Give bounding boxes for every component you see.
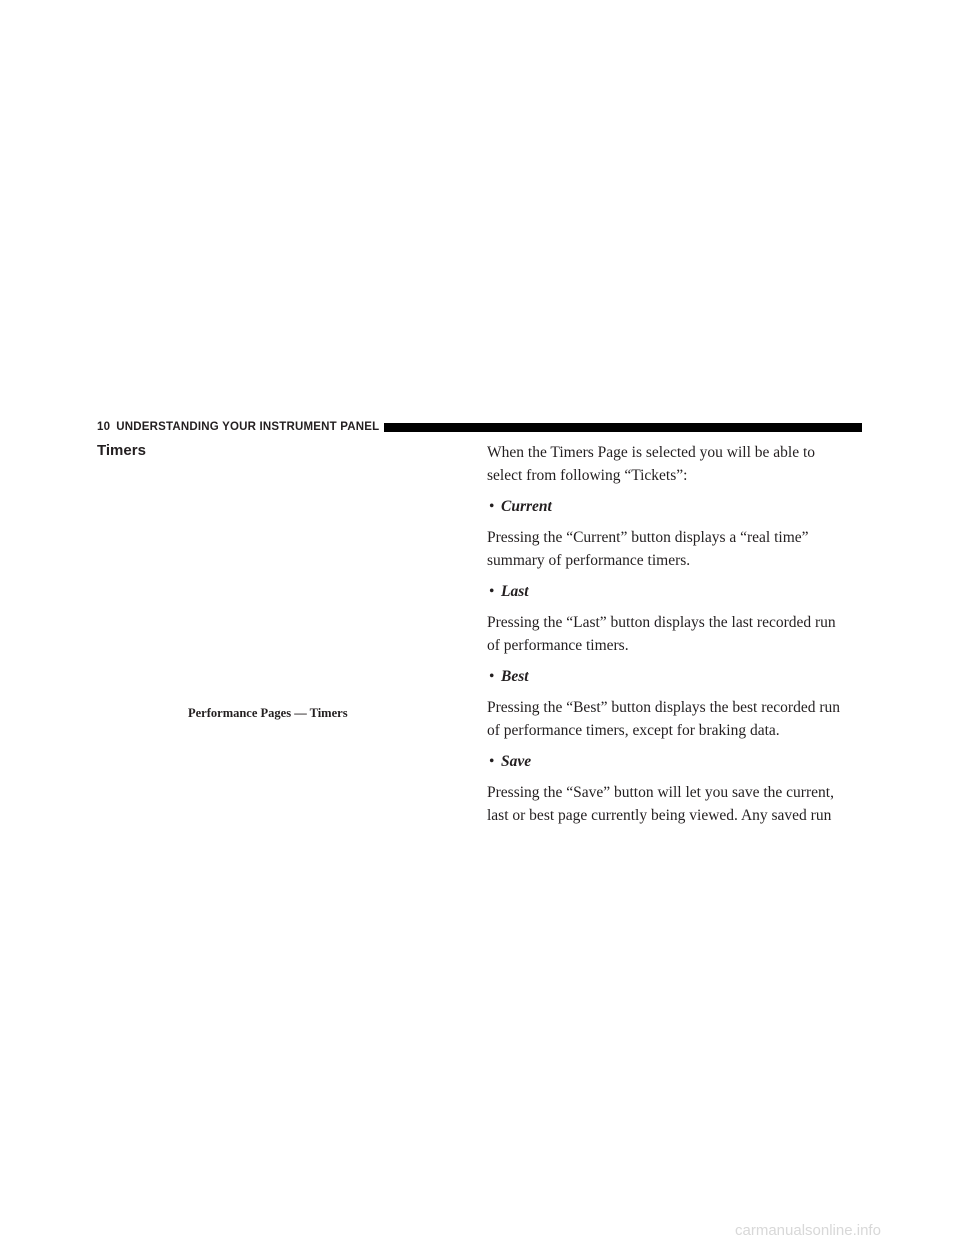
description-line: of performance timers. [487,637,629,654]
bullet-icon: • [489,753,495,770]
bullet-item-save [487,750,865,773]
description-line: Pressing the “Last” button displays the last recorded run [487,614,836,631]
section-heading: Timers [97,442,146,459]
description-line: Pressing the “Save” button will let you save the current, [487,784,834,801]
page-number: 10 [97,421,111,433]
figure-caption: Performance Pages — Timers [188,706,348,720]
page-header [97,420,862,434]
bullet-label: Current [501,498,552,515]
description-paragraph [487,526,865,572]
bullet-label: Save [501,753,532,770]
description-paragraph [487,781,865,827]
watermark: carmanualsonline.info [735,1222,881,1239]
description-line: last or best page currently being viewed. Any saved run [487,807,832,824]
bullet-label: Best [501,668,529,685]
bullet-icon: • [489,668,495,685]
header-rule [384,423,862,432]
description-paragraph [487,611,865,657]
bullet-item-best [487,665,865,688]
description-paragraph [487,696,865,742]
description-line: summary of performance timers. [487,552,691,569]
section-title: UNDERSTANDING YOUR INSTRUMENT PANEL [116,421,380,433]
description-line: Pressing the “Current” button displays a “real time” [487,529,809,546]
intro-line: When the Timers Page is selected you will be able to [487,444,816,461]
bullet-icon: • [489,498,495,515]
intro-paragraph [487,441,865,487]
bullet-label: Last [501,583,529,600]
body-column [487,441,865,827]
bullet-item-current [487,495,865,518]
description-line: of performance timers, except for braking data. [487,722,780,739]
bullet-icon: • [489,583,495,600]
intro-line: select from following “Tickets”: [487,467,688,484]
bullet-item-last [487,580,865,603]
description-line: Pressing the “Best” button displays the best recorded run [487,699,840,716]
